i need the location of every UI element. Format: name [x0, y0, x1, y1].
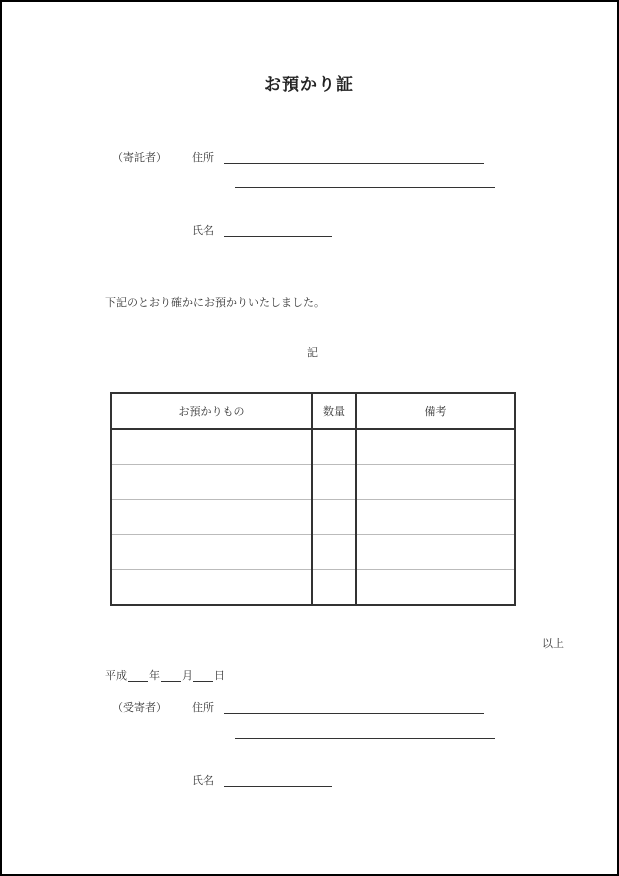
recipient-address-line-1 [224, 713, 484, 714]
table-cell [111, 465, 312, 500]
date-month-blank [161, 681, 181, 682]
table-cell [111, 429, 312, 465]
table-header-row [111, 393, 515, 429]
table-cell [356, 570, 515, 606]
recipient-name-label: 氏名 [192, 774, 214, 787]
table-row [111, 535, 515, 570]
statement-text: 下記のとおり確かにお預かりいたしました。 [105, 296, 325, 309]
recipient-address-label: 住所 [192, 701, 214, 714]
table-cell [312, 500, 356, 535]
column-header-remarks: 備考 [356, 393, 515, 429]
depositor-name-label: 氏名 [192, 224, 214, 237]
recipient-name-line [224, 786, 332, 787]
table-cell [312, 535, 356, 570]
page-title: お預かり証 [264, 75, 354, 95]
recipient-label: （受寄者） [112, 701, 167, 714]
table-cell [312, 465, 356, 500]
table-row [111, 465, 515, 500]
deposit-items-table [110, 392, 516, 606]
date-era: 平成 [105, 669, 127, 682]
date-day-blank [193, 681, 213, 682]
column-header-items: お預かりもの [111, 393, 312, 429]
table-row [111, 429, 515, 465]
table-cell [312, 429, 356, 465]
ijou-text: 以上 [542, 637, 564, 650]
table-cell [312, 570, 356, 606]
depositor-address-line-1 [224, 163, 484, 164]
date-year-blank [128, 681, 148, 682]
depositor-label: （寄託者） [112, 151, 167, 164]
table-cell [356, 429, 515, 465]
table-cell [356, 465, 515, 500]
table-cell [111, 500, 312, 535]
date-year-label: 年 [149, 669, 160, 682]
depositor-address-label: 住所 [192, 151, 214, 164]
date-day-label: 日 [214, 669, 225, 682]
table-row [111, 570, 515, 606]
depositor-name-line [224, 236, 332, 237]
table-cell [111, 535, 312, 570]
table-row [111, 500, 515, 535]
table-cell [356, 535, 515, 570]
recipient-address-line-2 [235, 738, 495, 739]
table-cell [111, 570, 312, 606]
column-header-quantity: 数量 [312, 393, 356, 429]
table-cell [356, 500, 515, 535]
depositor-address-line-2 [235, 187, 495, 188]
date-month-label: 月 [182, 669, 193, 682]
ki-heading: 記 [307, 346, 318, 359]
